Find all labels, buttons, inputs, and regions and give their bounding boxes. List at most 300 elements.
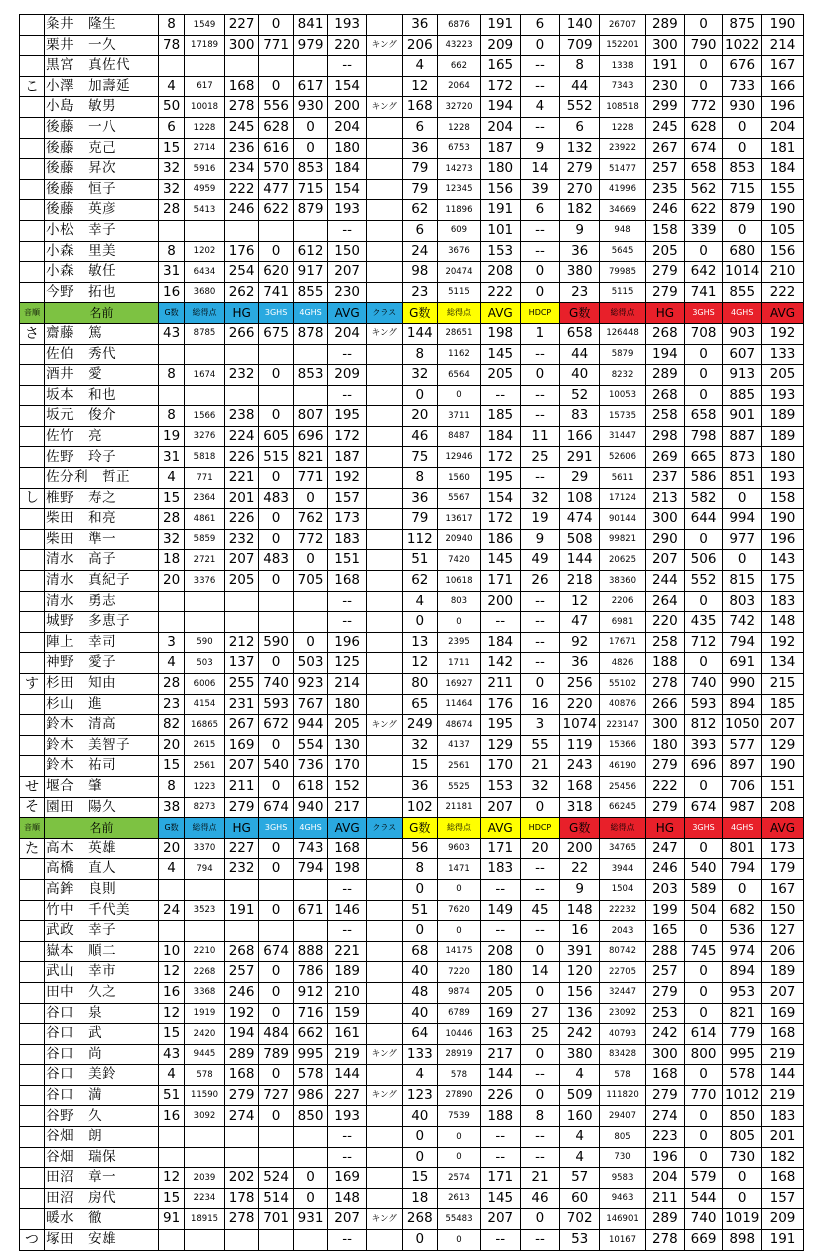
career-games: 8 xyxy=(560,56,600,77)
period1-3g-high-series: 0 xyxy=(259,838,293,859)
period1-class xyxy=(366,1147,402,1168)
career-4g-high-series: 974 xyxy=(723,941,762,962)
career-high-game: 289 xyxy=(646,365,685,386)
period2-handicap: -- xyxy=(520,1230,560,1251)
period1-total-pins: 617 xyxy=(185,76,225,97)
period1-3g-high-series: 515 xyxy=(259,447,293,468)
index-kana xyxy=(20,1127,45,1148)
career-total-pins: 34669 xyxy=(600,200,646,221)
period1-3g-high-series xyxy=(259,1127,293,1148)
period2-total-pins: 7620 xyxy=(438,900,481,921)
period1-class xyxy=(366,735,402,756)
period1-class: キング xyxy=(366,715,402,736)
career-4g-high-series: 994 xyxy=(723,509,762,530)
period1-4g-high-series: 696 xyxy=(293,426,327,447)
career-total-pins: 22705 xyxy=(600,962,646,983)
index-kana xyxy=(20,1188,45,1209)
career-high-game: 257 xyxy=(646,159,685,180)
period2-total-pins: 6789 xyxy=(438,1003,481,1024)
period1-3g-high-series: 0 xyxy=(259,1065,293,1086)
index-kana xyxy=(20,1024,45,1045)
period1-4g-high-series xyxy=(293,385,327,406)
period2-average: 172 xyxy=(480,509,520,530)
career-high-game: 237 xyxy=(646,468,685,489)
period2-handicap: 16 xyxy=(520,694,560,715)
period2-games: 0 xyxy=(402,921,438,942)
index-kana xyxy=(20,591,45,612)
player-name: 堰合 肇 xyxy=(45,776,159,797)
career-games: 474 xyxy=(560,509,600,530)
period1-total-pins: 1202 xyxy=(185,241,225,262)
period1-total-pins: 2721 xyxy=(185,550,225,571)
period1-average: 183 xyxy=(328,529,367,550)
career-3g-high-series: 0 xyxy=(684,982,723,1003)
period1-high-game: 262 xyxy=(224,282,258,303)
index-kana xyxy=(20,900,45,921)
period2-games: 36 xyxy=(402,15,438,36)
period2-total-pins: 3676 xyxy=(438,241,481,262)
period2-average: 154 xyxy=(480,488,520,509)
period2-games: 6 xyxy=(402,220,438,241)
career-games: 29 xyxy=(560,468,600,489)
career-high-game: 180 xyxy=(646,735,685,756)
index-kana xyxy=(20,859,45,880)
period2-handicap: 0 xyxy=(520,982,560,1003)
period2-average: 153 xyxy=(480,241,520,262)
period1-3g-high-series xyxy=(259,385,293,406)
period2-total-pins: 1711 xyxy=(438,653,481,674)
table-row xyxy=(20,653,804,674)
period1-4g-high-series: 931 xyxy=(293,1209,327,1230)
index-kana xyxy=(20,406,45,427)
career-average: 191 xyxy=(762,1230,804,1251)
career-high-game: 268 xyxy=(646,385,685,406)
index-kana xyxy=(20,715,45,736)
career-4g-high-series: 879 xyxy=(723,200,762,221)
period1-class: キング xyxy=(366,1085,402,1106)
career-total-pins: 3944 xyxy=(600,859,646,880)
career-high-game: 279 xyxy=(646,1085,685,1106)
period1-3g-high-series: 616 xyxy=(259,138,293,159)
period2-games: 102 xyxy=(402,797,438,818)
period1-3g-high-series: 0 xyxy=(259,241,293,262)
period1-average: 161 xyxy=(328,1024,367,1045)
table-row xyxy=(20,56,804,77)
career-4g-high-series: 0 xyxy=(723,550,762,571)
table-row xyxy=(20,797,804,818)
period2-total-pins: 4137 xyxy=(438,735,481,756)
career-games: 12 xyxy=(560,591,600,612)
period2-handicap: 0 xyxy=(520,1044,560,1065)
period1-4g-high-series xyxy=(293,1127,327,1148)
career-3g-high-series: 0 xyxy=(684,838,723,859)
header-total: 総得点 xyxy=(185,818,225,839)
index-kana: せ xyxy=(20,776,45,797)
period1-total-pins: 2420 xyxy=(185,1024,225,1045)
period1-total-pins: 8273 xyxy=(185,797,225,818)
index-kana xyxy=(20,1168,45,1189)
header-name: 名前 xyxy=(45,303,159,324)
period1-4g-high-series: 671 xyxy=(293,900,327,921)
career-high-game: 267 xyxy=(646,138,685,159)
period2-average: 163 xyxy=(480,1024,520,1045)
career-games: 23 xyxy=(560,282,600,303)
period1-average: 151 xyxy=(328,550,367,571)
career-average: 166 xyxy=(762,76,804,97)
player-name: 神野 愛子 xyxy=(45,653,159,674)
period1-class xyxy=(366,138,402,159)
period1-3g-high-series: 0 xyxy=(259,776,293,797)
period2-games: 64 xyxy=(402,1024,438,1045)
index-kana: す xyxy=(20,674,45,695)
period1-games: 32 xyxy=(159,159,185,180)
index-kana xyxy=(20,550,45,571)
period2-handicap: 6 xyxy=(520,200,560,221)
period1-games xyxy=(159,1147,185,1168)
career-3g-high-series: 393 xyxy=(684,735,723,756)
period2-average: 194 xyxy=(480,97,520,118)
career-4g-high-series: 894 xyxy=(723,962,762,983)
period2-total-pins: 32720 xyxy=(438,97,481,118)
period2-games: 75 xyxy=(402,447,438,468)
table-row xyxy=(20,220,804,241)
period2-handicap: 8 xyxy=(520,1106,560,1127)
period1-total-pins: 2039 xyxy=(185,1168,225,1189)
career-4g-high-series: 821 xyxy=(723,1003,762,1024)
career-total-pins: 2206 xyxy=(600,591,646,612)
period2-average: 205 xyxy=(480,982,520,1003)
table-row xyxy=(20,262,804,283)
period1-3g-high-series: 0 xyxy=(259,735,293,756)
period2-handicap: 32 xyxy=(520,776,560,797)
period1-4g-high-series: 912 xyxy=(293,982,327,1003)
period1-class xyxy=(366,653,402,674)
career-3g-high-series: 504 xyxy=(684,900,723,921)
period1-games: 20 xyxy=(159,735,185,756)
career-high-game: 235 xyxy=(646,179,685,200)
index-kana xyxy=(20,159,45,180)
period1-class xyxy=(366,1065,402,1086)
period1-class xyxy=(366,674,402,695)
career-total-pins: 108518 xyxy=(600,97,646,118)
period1-games xyxy=(159,879,185,900)
career-average: 219 xyxy=(762,1044,804,1065)
period1-class: キング xyxy=(366,323,402,344)
period1-total-pins: 771 xyxy=(185,468,225,489)
period2-handicap: 4 xyxy=(520,97,560,118)
career-high-game: 300 xyxy=(646,715,685,736)
career-total-pins: 1504 xyxy=(600,879,646,900)
period1-average: -- xyxy=(328,1230,367,1251)
table-row xyxy=(20,735,804,756)
period1-3g-high-series xyxy=(259,56,293,77)
table-row xyxy=(20,941,804,962)
period2-average: 200 xyxy=(480,591,520,612)
period1-3g-high-series: 620 xyxy=(259,262,293,283)
period1-high-game xyxy=(224,591,258,612)
career-average: 207 xyxy=(762,982,804,1003)
period1-games: 12 xyxy=(159,1003,185,1024)
period1-4g-high-series: 617 xyxy=(293,76,327,97)
career-3g-high-series: 628 xyxy=(684,117,723,138)
career-3g-high-series: 0 xyxy=(684,76,723,97)
career-high-game: 300 xyxy=(646,509,685,530)
period1-3g-high-series: 477 xyxy=(259,179,293,200)
career-4g-high-series: 815 xyxy=(723,571,762,592)
period2-total-pins: 609 xyxy=(438,220,481,241)
period1-total-pins xyxy=(185,1147,225,1168)
player-name: 小島 敏男 xyxy=(45,97,159,118)
career-games: 318 xyxy=(560,797,600,818)
career-3g-high-series: 0 xyxy=(684,15,723,36)
career-total-pins: 126448 xyxy=(600,323,646,344)
period2-average: 171 xyxy=(480,838,520,859)
period1-3g-high-series: 0 xyxy=(259,982,293,1003)
period1-total-pins: 16865 xyxy=(185,715,225,736)
career-high-game: 279 xyxy=(646,982,685,1003)
period1-high-game: 232 xyxy=(224,859,258,880)
header-hdcp: HDCP xyxy=(520,303,560,324)
index-kana xyxy=(20,56,45,77)
period1-4g-high-series: 888 xyxy=(293,941,327,962)
period1-high-game: 246 xyxy=(224,200,258,221)
period2-games: 40 xyxy=(402,1106,438,1127)
career-games: 22 xyxy=(560,859,600,880)
period1-total-pins: 503 xyxy=(185,653,225,674)
period1-high-game: 168 xyxy=(224,1065,258,1086)
player-name: 鈴木 祐司 xyxy=(45,756,159,777)
table-row xyxy=(20,550,804,571)
period1-total-pins: 1674 xyxy=(185,365,225,386)
period2-handicap: 0 xyxy=(520,365,560,386)
career-average: 201 xyxy=(762,1127,804,1148)
period1-average: -- xyxy=(328,385,367,406)
career-games: 182 xyxy=(560,200,600,221)
period1-average: 227 xyxy=(328,1085,367,1106)
career-total-pins: 6981 xyxy=(600,612,646,633)
header-class: クラス xyxy=(366,303,402,324)
player-name: 杉田 知由 xyxy=(45,674,159,695)
career-games: 380 xyxy=(560,1044,600,1065)
period1-high-game: 205 xyxy=(224,571,258,592)
player-name: 黒宮 真佐代 xyxy=(45,56,159,77)
period1-class xyxy=(366,488,402,509)
period1-total-pins: 4959 xyxy=(185,179,225,200)
career-high-game: 269 xyxy=(646,447,685,468)
header-games: G数 xyxy=(159,303,185,324)
period1-games xyxy=(159,220,185,241)
career-4g-high-series: 715 xyxy=(723,179,762,200)
period1-4g-high-series: 715 xyxy=(293,179,327,200)
period1-average: 180 xyxy=(328,694,367,715)
period2-average: 156 xyxy=(480,179,520,200)
period1-class xyxy=(366,56,402,77)
player-name: 柴田 準一 xyxy=(45,529,159,550)
table-row xyxy=(20,694,804,715)
period1-3g-high-series: 674 xyxy=(259,797,293,818)
period1-games: 28 xyxy=(159,509,185,530)
period2-total-pins: 12946 xyxy=(438,447,481,468)
period1-total-pins: 11590 xyxy=(185,1085,225,1106)
index-kana xyxy=(20,344,45,365)
career-average: 196 xyxy=(762,97,804,118)
period1-3g-high-series: 740 xyxy=(259,674,293,695)
period1-4g-high-series: 767 xyxy=(293,694,327,715)
period1-high-game: 211 xyxy=(224,776,258,797)
period2-handicap: 49 xyxy=(520,550,560,571)
header-avg: AVG xyxy=(328,818,367,839)
period2-handicap: 0 xyxy=(520,797,560,818)
period1-3g-high-series: 484 xyxy=(259,1024,293,1045)
period1-average: 205 xyxy=(328,715,367,736)
period1-4g-high-series: 878 xyxy=(293,323,327,344)
career-4g-high-series: 0 xyxy=(723,1168,762,1189)
career-4g-high-series: 995 xyxy=(723,1044,762,1065)
period2-average: 149 xyxy=(480,900,520,921)
period1-high-game xyxy=(224,612,258,633)
career-4g-high-series: 897 xyxy=(723,756,762,777)
period1-games: 23 xyxy=(159,694,185,715)
period2-total-pins: 6564 xyxy=(438,365,481,386)
period2-handicap: 26 xyxy=(520,571,560,592)
table-row xyxy=(20,612,804,633)
player-name: 後藤 恒子 xyxy=(45,179,159,200)
period2-games: 20 xyxy=(402,406,438,427)
period1-3g-high-series: 514 xyxy=(259,1188,293,1209)
career-games: 380 xyxy=(560,262,600,283)
period1-total-pins: 2364 xyxy=(185,488,225,509)
career-3g-high-series: 741 xyxy=(684,282,723,303)
career-high-game: 168 xyxy=(646,1065,685,1086)
player-name: 後藤 一八 xyxy=(45,117,159,138)
period1-total-pins: 17189 xyxy=(185,35,225,56)
period2-handicap: 11 xyxy=(520,426,560,447)
index-kana xyxy=(20,35,45,56)
period2-average: 172 xyxy=(480,447,520,468)
period2-total-pins: 11464 xyxy=(438,694,481,715)
player-name: 田沼 章一 xyxy=(45,1168,159,1189)
period1-average: 184 xyxy=(328,159,367,180)
table-row xyxy=(20,323,804,344)
period1-average: 198 xyxy=(328,859,367,880)
career-average: 173 xyxy=(762,838,804,859)
period1-class xyxy=(366,859,402,880)
table-row xyxy=(20,509,804,530)
header-games-3: G数 xyxy=(560,818,600,839)
period1-4g-high-series xyxy=(293,879,327,900)
period1-total-pins: 10018 xyxy=(185,97,225,118)
period2-average: -- xyxy=(480,1127,520,1148)
career-high-game: 191 xyxy=(646,56,685,77)
career-games: 120 xyxy=(560,962,600,983)
table-row xyxy=(20,962,804,983)
period1-average: 170 xyxy=(328,756,367,777)
period2-average: 217 xyxy=(480,1044,520,1065)
period2-games: 0 xyxy=(402,1147,438,1168)
period1-class xyxy=(366,1127,402,1148)
career-total-pins: 66245 xyxy=(600,797,646,818)
period2-total-pins: 5115 xyxy=(438,282,481,303)
period2-total-pins: 2613 xyxy=(438,1188,481,1209)
period2-games: 79 xyxy=(402,159,438,180)
career-total-pins: 7343 xyxy=(600,76,646,97)
period2-games: 123 xyxy=(402,1085,438,1106)
period2-handicap: -- xyxy=(520,632,560,653)
career-3g-high-series: 540 xyxy=(684,859,723,880)
period1-games: 4 xyxy=(159,76,185,97)
career-games: 220 xyxy=(560,694,600,715)
header-class: クラス xyxy=(366,818,402,839)
column-header-row xyxy=(20,303,804,324)
career-high-game: 258 xyxy=(646,406,685,427)
index-kana xyxy=(20,509,45,530)
period2-average: 180 xyxy=(480,159,520,180)
period2-handicap: -- xyxy=(520,241,560,262)
period1-total-pins: 3523 xyxy=(185,900,225,921)
career-high-game: 264 xyxy=(646,591,685,612)
period1-average: 168 xyxy=(328,838,367,859)
career-average: 214 xyxy=(762,35,804,56)
period2-average: 171 xyxy=(480,1168,520,1189)
period1-average: 193 xyxy=(328,1106,367,1127)
period1-average: 217 xyxy=(328,797,367,818)
player-name: 竹中 千代美 xyxy=(45,900,159,921)
table-row xyxy=(20,1168,804,1189)
period2-handicap: -- xyxy=(520,385,560,406)
period1-games: 4 xyxy=(159,1065,185,1086)
period2-total-pins: 43223 xyxy=(438,35,481,56)
career-3g-high-series: 0 xyxy=(684,1147,723,1168)
index-kana: そ xyxy=(20,797,45,818)
period1-4g-high-series: 771 xyxy=(293,468,327,489)
period2-handicap: 21 xyxy=(520,756,560,777)
career-3g-high-series: 790 xyxy=(684,35,723,56)
player-name: 武政 幸子 xyxy=(45,921,159,942)
period2-total-pins: 5567 xyxy=(438,488,481,509)
period1-average: 214 xyxy=(328,674,367,695)
career-games: 57 xyxy=(560,1168,600,1189)
career-4g-high-series: 887 xyxy=(723,426,762,447)
career-games: 279 xyxy=(560,159,600,180)
career-3g-high-series: 586 xyxy=(684,468,723,489)
period1-total-pins: 1228 xyxy=(185,117,225,138)
period2-games: 133 xyxy=(402,1044,438,1065)
career-average: 168 xyxy=(762,1168,804,1189)
period2-average: 145 xyxy=(480,1188,520,1209)
period2-games: 62 xyxy=(402,200,438,221)
career-games: 242 xyxy=(560,1024,600,1045)
player-name: 齋藤 篤 xyxy=(45,323,159,344)
player-name: 園田 陽久 xyxy=(45,797,159,818)
career-total-pins: 40793 xyxy=(600,1024,646,1045)
career-total-pins: 32447 xyxy=(600,982,646,1003)
period2-average: 204 xyxy=(480,117,520,138)
period2-average: 205 xyxy=(480,365,520,386)
period1-high-game xyxy=(224,879,258,900)
table-row xyxy=(20,282,804,303)
index-kana xyxy=(20,612,45,633)
career-3g-high-series: 712 xyxy=(684,632,723,653)
period1-total-pins: 4154 xyxy=(185,694,225,715)
header-total-3: 総得点 xyxy=(600,818,646,839)
period1-average: 196 xyxy=(328,632,367,653)
career-games: 132 xyxy=(560,138,600,159)
career-games: 256 xyxy=(560,674,600,695)
career-high-game: 244 xyxy=(646,571,685,592)
period1-3g-high-series xyxy=(259,591,293,612)
career-4g-high-series: 885 xyxy=(723,385,762,406)
period1-3g-high-series xyxy=(259,879,293,900)
